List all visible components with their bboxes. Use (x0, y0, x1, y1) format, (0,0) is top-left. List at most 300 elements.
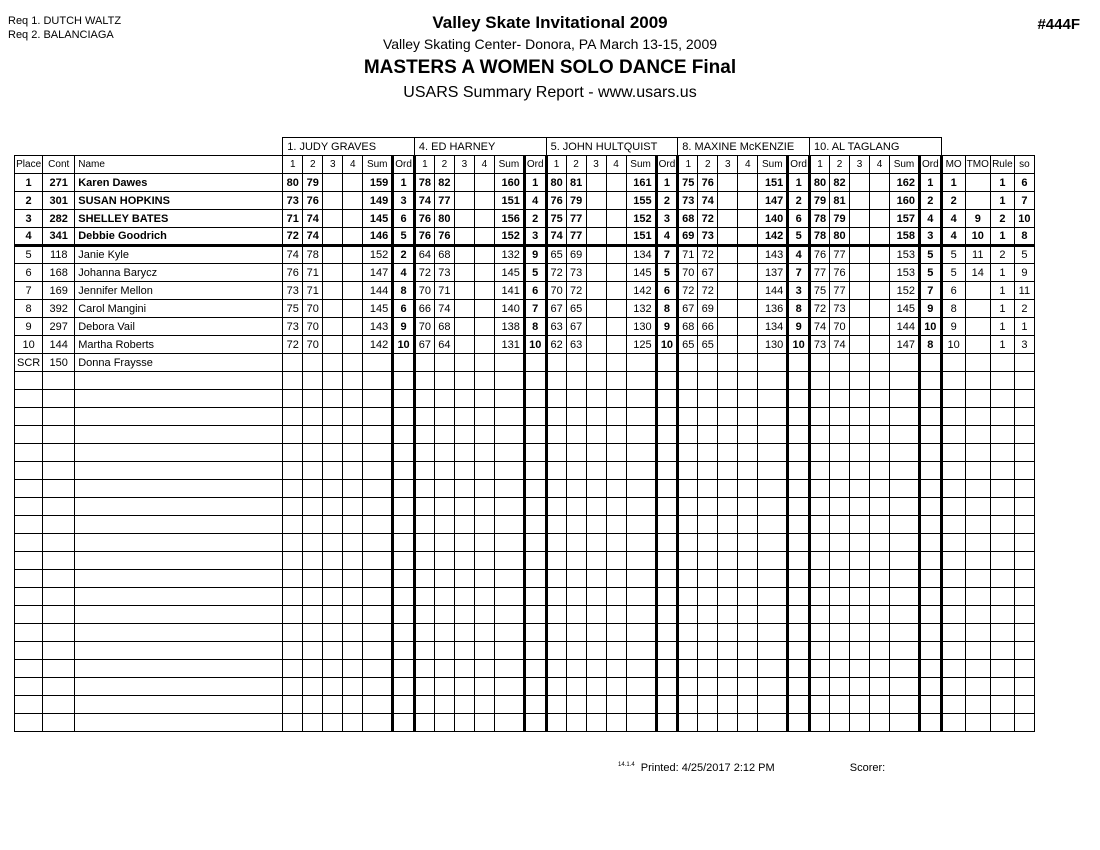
score-cell (738, 390, 758, 408)
table-row (15, 336, 1035, 354)
score-cell (343, 552, 363, 570)
score-cell: 74 (546, 228, 566, 246)
ord-cell (524, 714, 546, 732)
col-header-2: 2 (434, 156, 454, 174)
score-cell (586, 570, 606, 588)
table-row (15, 372, 1035, 390)
ord-cell (919, 570, 941, 588)
sum-cell (889, 714, 919, 732)
score-cell (414, 696, 434, 714)
ord-cell: 4 (656, 228, 678, 246)
event-number: #444F (1037, 16, 1080, 33)
sum-cell: 125 (626, 336, 656, 354)
score-cell (606, 246, 626, 264)
score-cell (303, 372, 323, 390)
score-cell (323, 282, 343, 300)
score-cell (698, 642, 718, 660)
score-cell (343, 264, 363, 282)
so-cell: 3 (1014, 336, 1034, 354)
cont-cell (43, 534, 75, 552)
score-cell: 70 (678, 264, 698, 282)
so-cell (1014, 642, 1034, 660)
score-cell (606, 192, 626, 210)
score-cell (474, 426, 494, 444)
mo-cell (941, 588, 965, 606)
score-cell: 80 (434, 210, 454, 228)
score-cell (698, 588, 718, 606)
tmo-cell (965, 282, 990, 300)
score-cell (454, 642, 474, 660)
table-row (15, 246, 1035, 264)
place-cell (15, 678, 43, 696)
score-cell (718, 390, 738, 408)
score-cell: 80 (809, 174, 829, 192)
score-cell (343, 624, 363, 642)
score-cell (586, 624, 606, 642)
score-cell (323, 534, 343, 552)
rule-cell (990, 714, 1014, 732)
cont-cell: 168 (43, 264, 75, 282)
tmo-cell (965, 480, 990, 498)
ord-cell (656, 534, 678, 552)
score-cell: 74 (303, 210, 323, 228)
sum-cell: 144 (363, 282, 393, 300)
score-cell (434, 678, 454, 696)
sum-cell (494, 606, 524, 624)
col-header-name: Name (75, 156, 283, 174)
so-cell (1014, 696, 1034, 714)
score-cell: 78 (414, 174, 434, 192)
score-cell: 78 (809, 210, 829, 228)
score-cell (738, 660, 758, 678)
name-cell (75, 696, 283, 714)
place-cell: 1 (15, 174, 43, 192)
score-cell (869, 408, 889, 426)
score-cell (474, 498, 494, 516)
score-cell (303, 408, 323, 426)
score-cell (343, 390, 363, 408)
score-cell (809, 642, 829, 660)
ord-cell: 2 (524, 210, 546, 228)
score-cell (546, 426, 566, 444)
score-cell: 69 (566, 246, 586, 264)
score-cell (303, 714, 323, 732)
score-cell: 75 (678, 174, 698, 192)
score-cell (678, 372, 698, 390)
sum-cell: 147 (889, 336, 919, 354)
score-cell: 70 (303, 336, 323, 354)
score-cell (546, 480, 566, 498)
score-cell (434, 696, 454, 714)
tmo-cell (965, 462, 990, 480)
score-cell (566, 570, 586, 588)
score-cell (323, 300, 343, 318)
score-cell (678, 534, 698, 552)
tmo-cell (965, 678, 990, 696)
score-cell (586, 174, 606, 192)
ord-cell (524, 642, 546, 660)
score-cell: 70 (303, 318, 323, 336)
name-cell: Janie Kyle (75, 246, 283, 264)
score-cell (869, 678, 889, 696)
score-cell (303, 642, 323, 660)
score-cell (343, 714, 363, 732)
col-header-1: 1 (678, 156, 698, 174)
score-cell (738, 606, 758, 624)
ord-cell: 6 (393, 210, 415, 228)
ord-cell (788, 552, 810, 570)
score-cell (869, 696, 889, 714)
score-cell (698, 498, 718, 516)
sum-cell: 157 (889, 210, 919, 228)
score-cell (738, 516, 758, 534)
rule-cell (990, 498, 1014, 516)
score-cell: 64 (414, 246, 434, 264)
rule-cell: 1 (990, 318, 1014, 336)
sum-cell (758, 480, 788, 498)
so-cell: 7 (1014, 192, 1034, 210)
ord-cell (656, 660, 678, 678)
score-cell (323, 264, 343, 282)
cont-cell (43, 570, 75, 588)
ord-cell: 10 (656, 336, 678, 354)
scorer-label: Scorer: (849, 762, 886, 774)
score-cell (698, 426, 718, 444)
score-cell (869, 192, 889, 210)
sum-cell (494, 678, 524, 696)
score-cell (566, 354, 586, 372)
score-cell (343, 462, 363, 480)
score-cell (323, 390, 343, 408)
so-cell (1014, 678, 1034, 696)
table-row (15, 624, 1035, 642)
sum-cell: 138 (494, 318, 524, 336)
score-cell (474, 534, 494, 552)
score-cell: 71 (434, 282, 454, 300)
col-header-3: 3 (849, 156, 869, 174)
score-cell (434, 390, 454, 408)
sum-cell: 142 (626, 282, 656, 300)
sum-cell (889, 696, 919, 714)
score-cell (586, 588, 606, 606)
score-cell (474, 444, 494, 462)
score-cell (546, 372, 566, 390)
score-cell (678, 642, 698, 660)
name-cell (75, 714, 283, 732)
so-cell (1014, 372, 1034, 390)
sum-cell: 134 (758, 318, 788, 336)
score-cell (606, 462, 626, 480)
score-cell (343, 408, 363, 426)
sum-cell: 160 (494, 174, 524, 192)
ord-cell: 5 (919, 246, 941, 264)
score-cell (606, 444, 626, 462)
score-cell (586, 552, 606, 570)
score-cell (849, 426, 869, 444)
score-cell (474, 300, 494, 318)
score-cell (718, 696, 738, 714)
rule-cell: 1 (990, 264, 1014, 282)
rule-cell: 1 (990, 228, 1014, 246)
score-cell (474, 642, 494, 660)
score-cell (678, 444, 698, 462)
ord-cell (788, 480, 810, 498)
place-cell (15, 606, 43, 624)
score-cell (454, 264, 474, 282)
score-cell (606, 480, 626, 498)
ord-cell (919, 714, 941, 732)
score-cell (849, 228, 869, 246)
score-cell: 72 (809, 300, 829, 318)
col-header-ord: Ord (656, 156, 678, 174)
sum-cell: 161 (626, 174, 656, 192)
ord-cell (788, 354, 810, 372)
ord-cell (919, 480, 941, 498)
ord-cell (524, 390, 546, 408)
so-cell: 10 (1014, 210, 1034, 228)
score-cell: 72 (698, 282, 718, 300)
score-cell (849, 552, 869, 570)
name-cell: Donna Fraysse (75, 354, 283, 372)
ord-cell: 2 (919, 192, 941, 210)
tmo-cell (965, 696, 990, 714)
score-cell: 72 (566, 282, 586, 300)
score-cell (343, 174, 363, 192)
sum-cell (363, 408, 393, 426)
score-cell (829, 642, 849, 660)
ord-cell (393, 606, 415, 624)
score-cell: 73 (283, 192, 303, 210)
score-cell: 70 (546, 282, 566, 300)
score-cell (454, 480, 474, 498)
ord-cell: 6 (524, 282, 546, 300)
score-cell (678, 354, 698, 372)
cont-cell (43, 606, 75, 624)
score-cell (303, 678, 323, 696)
score-cell (698, 444, 718, 462)
score-cell (343, 282, 363, 300)
score-cell (323, 354, 343, 372)
ord-cell (393, 408, 415, 426)
score-cell (414, 372, 434, 390)
score-cell (323, 678, 343, 696)
sum-cell (889, 444, 919, 462)
col-header-sum: Sum (889, 156, 919, 174)
score-cell (718, 336, 738, 354)
score-cell (698, 408, 718, 426)
score-cell (414, 534, 434, 552)
score-cell (454, 552, 474, 570)
score-cell: 79 (566, 192, 586, 210)
score-cell (283, 606, 303, 624)
score-cell (343, 246, 363, 264)
score-cell (738, 174, 758, 192)
so-cell: 5 (1014, 246, 1034, 264)
score-cell (434, 480, 454, 498)
name-cell: Debora Vail (75, 318, 283, 336)
score-cell (869, 390, 889, 408)
ord-cell (524, 372, 546, 390)
rule-cell: 1 (990, 336, 1014, 354)
score-cell: 81 (566, 174, 586, 192)
ord-cell: 1 (788, 174, 810, 192)
score-cell (849, 606, 869, 624)
place-cell: 7 (15, 282, 43, 300)
ord-cell (524, 696, 546, 714)
score-cell (323, 660, 343, 678)
score-cell (869, 624, 889, 642)
score-cell (849, 714, 869, 732)
score-cell (809, 462, 829, 480)
score-cell (698, 624, 718, 642)
score-cell (546, 678, 566, 696)
sum-cell: 153 (889, 246, 919, 264)
score-cell (323, 714, 343, 732)
so-cell (1014, 498, 1034, 516)
score-cell (474, 210, 494, 228)
score-cell (566, 372, 586, 390)
score-cell: 79 (829, 210, 849, 228)
sum-cell (758, 714, 788, 732)
score-cell (566, 696, 586, 714)
score-cell (698, 714, 718, 732)
score-cell (546, 696, 566, 714)
score-cell (323, 642, 343, 660)
score-cell (698, 354, 718, 372)
sum-cell: 140 (494, 300, 524, 318)
sum-cell: 132 (494, 246, 524, 264)
score-cell (678, 462, 698, 480)
score-cell (566, 624, 586, 642)
score-cell: 76 (283, 264, 303, 282)
name-cell (75, 588, 283, 606)
ord-cell: 3 (919, 228, 941, 246)
score-cell (738, 696, 758, 714)
rule-cell (990, 462, 1014, 480)
so-cell (1014, 552, 1034, 570)
score-cell (474, 570, 494, 588)
sum-cell (494, 408, 524, 426)
col-header-place: Place (15, 156, 43, 174)
ord-cell (656, 570, 678, 588)
table-row (15, 300, 1035, 318)
ord-cell (393, 714, 415, 732)
cont-cell (43, 642, 75, 660)
score-cell: 72 (698, 210, 718, 228)
score-cell (454, 624, 474, 642)
score-cell (283, 390, 303, 408)
sum-cell (889, 534, 919, 552)
score-cell: 81 (829, 192, 849, 210)
score-cell (343, 534, 363, 552)
tmo-cell (965, 300, 990, 318)
score-cell (454, 534, 474, 552)
score-cell (738, 642, 758, 660)
place-cell: 8 (15, 300, 43, 318)
score-cell (606, 678, 626, 696)
score-cell (869, 264, 889, 282)
ord-cell (919, 624, 941, 642)
ord-cell (919, 696, 941, 714)
score-cell (454, 318, 474, 336)
score-cell: 74 (303, 228, 323, 246)
rule-cell (990, 570, 1014, 588)
score-cell (343, 336, 363, 354)
score-cell (738, 498, 758, 516)
rule-cell (990, 354, 1014, 372)
score-cell (869, 426, 889, 444)
ord-cell: 7 (788, 264, 810, 282)
sum-cell (758, 606, 788, 624)
score-cell (869, 516, 889, 534)
table-row (15, 462, 1035, 480)
sum-cell (626, 408, 656, 426)
score-cell (586, 534, 606, 552)
ord-cell: 9 (919, 300, 941, 318)
place-cell (15, 570, 43, 588)
score-cell (303, 426, 323, 444)
ord-cell: 5 (656, 264, 678, 282)
score-cell (434, 660, 454, 678)
score-cell (566, 462, 586, 480)
ord-cell: 10 (393, 336, 415, 354)
score-cell (829, 408, 849, 426)
ord-cell (919, 372, 941, 390)
score-cell (869, 228, 889, 246)
so-cell (1014, 462, 1034, 480)
score-cell (698, 696, 718, 714)
sum-cell: 130 (626, 318, 656, 336)
score-cell (718, 462, 738, 480)
cont-cell (43, 390, 75, 408)
sum-cell: 151 (626, 228, 656, 246)
score-cell (586, 390, 606, 408)
score-cell (414, 462, 434, 480)
score-cell (849, 534, 869, 552)
sum-cell: 151 (494, 192, 524, 210)
score-cell (343, 660, 363, 678)
score-cell: 76 (303, 192, 323, 210)
score-cell (586, 318, 606, 336)
name-cell: Debbie Goodrich (75, 228, 283, 246)
name-cell (75, 624, 283, 642)
score-cell: 70 (414, 282, 434, 300)
col-header-ord: Ord (788, 156, 810, 174)
ord-cell: 8 (656, 300, 678, 318)
sum-cell (626, 714, 656, 732)
sum-cell (626, 678, 656, 696)
score-cell: 70 (414, 318, 434, 336)
so-cell (1014, 570, 1034, 588)
score-cell (738, 534, 758, 552)
name-cell (75, 444, 283, 462)
score-cell (606, 570, 626, 588)
score-cell (434, 354, 454, 372)
table-row (15, 282, 1035, 300)
score-cell: 76 (414, 228, 434, 246)
place-cell: 2 (15, 192, 43, 210)
score-cell (546, 444, 566, 462)
score-cell (606, 210, 626, 228)
score-cell (829, 372, 849, 390)
sum-cell (758, 642, 788, 660)
col-header-so: so (1014, 156, 1034, 174)
score-cell (829, 390, 849, 408)
score-cell (454, 300, 474, 318)
score-cell: 71 (303, 264, 323, 282)
score-cell (829, 660, 849, 678)
ord-cell (788, 372, 810, 390)
